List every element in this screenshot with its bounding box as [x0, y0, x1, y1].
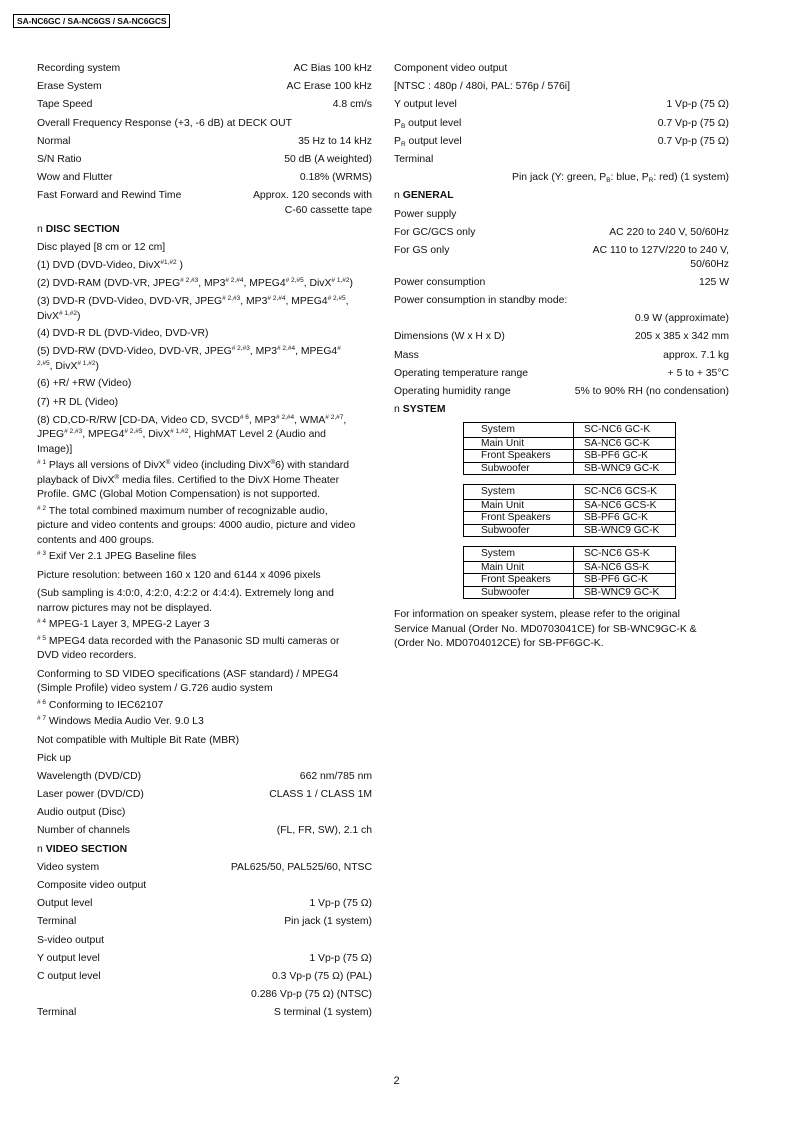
spec-label: Operating humidity range	[394, 386, 511, 397]
footnote-4: $^{\# 4}$ MPEG-1 Layer 3, MPEG-2 Layer 3	[37, 618, 210, 630]
table-cell-label: Front Speakers	[464, 512, 574, 525]
terminal-value: Pin jack (Y: green, $P_B$: blue, $P_R$: red) (1 system)	[512, 172, 729, 185]
section-heading-video: n VIDEO SECTION	[37, 843, 128, 855]
spec-value: 50 dB (A weighted)	[284, 153, 372, 165]
component-label: Component video output	[394, 63, 508, 74]
mbr-note: Not compatible with Multiple Bit Rate (MBR)	[37, 734, 240, 746]
left-column	[37, 62, 372, 1025]
table-row	[464, 437, 676, 450]
table-cell-model: SA-NC6 GCS-K	[574, 499, 676, 512]
spec-value: Pin jack (1 system)	[284, 916, 372, 928]
standby-value: 0.9 W (approximate)	[634, 313, 729, 325]
tape-specs-2	[37, 135, 372, 184]
spec-label: Terminal	[37, 916, 77, 928]
spec-row	[394, 385, 729, 398]
spec-value: 0.7 Vp-p (75 Ω)	[657, 135, 729, 147]
spec-value: 5% to 90% RH (no condensation)	[574, 386, 729, 397]
spec-row	[394, 349, 729, 362]
footnote-3-note: (Sub sampling is 4:0:0, 4:2:0, 4:2:2 or 4:4:4). Extremely long and narrow pictures may not be displayed.	[37, 588, 334, 614]
spec-value: 35 Hz to 14 kHz	[298, 135, 372, 147]
table-cell-model: SB-WNC9 GC-K	[574, 462, 676, 475]
spec-row	[37, 861, 372, 874]
spec-row	[37, 788, 372, 801]
spec-row	[37, 189, 372, 202]
spec-label: For GC/GCS only	[394, 226, 476, 238]
table-cell-label: Subwoofer	[464, 586, 574, 599]
table-row	[464, 561, 676, 574]
spec-label: $P_B$ output level	[394, 117, 462, 130]
footnote-1: $^{\# 1}$ Plays all versions of DivX® video (including DivX®6) with standard playback of DivX® media files. Certified to the DivX Home Theater Profile. GMC (Global Motion Compensation) is not supported.	[37, 459, 350, 501]
spec-value: AC 110 to 127V/220 to 240 V,	[592, 244, 729, 256]
terminal-label: Terminal	[394, 153, 434, 165]
disc-item: (7) +R DL (Video)	[37, 396, 119, 408]
table-cell-label: Main Unit	[464, 561, 574, 574]
section-heading-general: n GENERAL	[394, 190, 454, 202]
table-row	[464, 574, 676, 587]
table-cell-label: System	[464, 547, 574, 562]
table-cell-model: SB-PF6 GC-K	[574, 450, 676, 463]
spec-value: 205 x 385 x 342 mm	[634, 331, 729, 343]
spec-row	[394, 135, 729, 148]
table-cell-model: SB-PF6 GC-K	[574, 512, 676, 525]
spec-value: S terminal (1 system)	[273, 1007, 372, 1019]
spec-value-cont: 50/60Hz	[690, 258, 729, 270]
spec-row	[37, 897, 372, 910]
sd-video-note: Conforming to SD VIDEO specifications (ASF standard) / MPEG4 (Simple Profile) video system / G.726 audio system	[37, 668, 339, 694]
table-row	[464, 462, 676, 475]
footnote-7: $^{\# 7}$ Windows Media Audio Ver. 9.0 L3	[37, 715, 204, 727]
spec-row	[37, 98, 372, 111]
spec-label: Fast Forward and Rewind Time	[37, 190, 182, 202]
table-row	[464, 512, 676, 525]
spec-label: For GS only	[394, 244, 450, 256]
footnote-6: $^{\# 6}$ Conforming to IEC62107	[37, 698, 164, 711]
disc-item: (5) DVD-RW (DVD-Video, DVD-VR, $JPEG^{\# 2,\#3}$, $MP3^{\# 2,\#4}$, MPEG4# $^{2,\#5}$, DivX$^{\# 1,\#2}$)	[37, 345, 341, 372]
spec-label: Mass	[394, 349, 419, 361]
spec-row	[37, 153, 372, 166]
spec-label: Erase System	[37, 81, 102, 93]
table-cell-label: Main Unit	[464, 437, 574, 450]
table-cell-label: Main Unit	[464, 499, 574, 512]
spec-value: 662 nm/785 nm	[299, 770, 372, 782]
system-table	[463, 422, 676, 475]
standby-label: Power consumption in standby mode:	[394, 295, 568, 307]
spec-row	[394, 367, 729, 380]
spec-value: + 5 to + 35°C	[667, 367, 729, 379]
spec-value-cont: 0.286 Vp-p (75 Ω) (NTSC)	[251, 989, 372, 1001]
pickup-label: Pick up	[37, 752, 72, 764]
footnote-3: $^{\# 3}$ Exif Ver 2.1 JPEG Baseline files	[37, 550, 197, 563]
spec-value: 125 W	[698, 276, 729, 288]
disc-item: (1) DVD (DVD-Video, DivX$^{\#1,\#2}$ )	[37, 258, 184, 271]
table-row	[464, 586, 676, 599]
spec-value: 1 Vp-p (75 Ω)	[309, 952, 372, 964]
spec-row	[37, 80, 372, 93]
spec-row	[37, 135, 372, 148]
tape-specs	[37, 62, 372, 111]
table-cell-label: Front Speakers	[464, 574, 574, 587]
table-cell-label: System	[464, 485, 574, 500]
spec-value: PAL625/50, PAL525/60, NTSC	[230, 861, 372, 873]
spec-label: Recording system	[37, 63, 121, 74]
spec-value: CLASS 1 / CLASS 1M	[269, 789, 372, 801]
table-cell-model: SC-NC6 GC-K	[574, 423, 676, 438]
table-cell-model: SA-NC6 GS-K	[574, 561, 676, 574]
spec-row	[394, 244, 729, 257]
composite-specs	[37, 897, 372, 928]
spec-label: Laser power (DVD/CD)	[37, 789, 144, 801]
table-cell-label: Front Speakers	[464, 450, 574, 463]
freq-response-label: Overall Frequency Response (+3, -6 dB) at DECK OUT	[37, 117, 292, 129]
svideo-label: S-video output	[37, 934, 105, 946]
system-table	[463, 546, 676, 599]
table-cell-label: Subwoofer	[464, 462, 574, 475]
spec-row	[37, 1006, 372, 1019]
spec-row	[37, 770, 372, 783]
table-cell-model: SA-NC6 GC-K	[574, 437, 676, 450]
table-row	[464, 485, 676, 500]
system-tables	[394, 422, 729, 599]
spec-label: Normal	[37, 135, 71, 147]
section-heading-system: n SYSTEM	[394, 404, 446, 416]
disc-played: Disc played [8 cm or 12 cm]	[37, 241, 166, 253]
spec-row	[394, 276, 729, 289]
component-format: [NTSC : 480p / 480i, PAL: 576p / 576i]	[394, 81, 570, 93]
table-row	[464, 423, 676, 438]
footnote-3-resolution: Picture resolution: between 160 x 120 and 6144 x 4096 pixels	[37, 569, 321, 581]
spec-label: Video system	[37, 861, 100, 873]
right-column	[394, 62, 729, 652]
table-cell-model: SB-WNC9 GC-K	[574, 524, 676, 537]
spec-value: AC Erase 100 kHz	[286, 81, 372, 93]
spec-row	[394, 98, 729, 111]
spec-value: AC Bias 100 kHz	[293, 63, 372, 74]
disc-item: (4) DVD-R DL (DVD-Video, DVD-VR)	[37, 328, 209, 340]
spec-label: Wavelength (DVD/CD)	[37, 770, 142, 782]
spec-row	[394, 226, 729, 239]
section-heading-disc: n DISC SECTION	[37, 223, 120, 235]
spec-label: C output level	[37, 970, 101, 982]
spec-value: Approx. 120 seconds with	[253, 190, 372, 202]
document-header: SA-NC6GC / SA-NC6GS / SA-NC6GCS	[13, 14, 170, 28]
power-supply-label: Power supply	[394, 208, 457, 220]
table-row	[464, 524, 676, 537]
spec-label: Terminal	[37, 1007, 77, 1019]
disc-item: (8) CD,CD-R/RW [CD-DA, Video CD, SVCD$^{\# 6}$, $MP3^{\# 2,\#4}$, $WMA^{\# 2,\#7}$, $JPEG^{\# 2,\#3}$, $MPEG4^{\# 2,\#5}$, DivX$^{\# 1,\#2}$, HighMAT Level 2 (Audio and Image)]	[37, 413, 347, 455]
system-table	[463, 484, 676, 537]
table-row	[464, 450, 676, 463]
spec-row	[37, 62, 372, 75]
spec-label: Y output level	[37, 952, 100, 964]
spec-row	[37, 952, 372, 965]
table-row	[464, 499, 676, 512]
spec-value: (FL, FR, SW), 2.1 ch	[276, 825, 372, 837]
spec-row	[37, 915, 372, 928]
spec-row	[394, 330, 729, 343]
spec-value: 1 Vp-p (75 Ω)	[666, 99, 729, 111]
spec-value: 0.18% (WRMS)	[299, 172, 372, 184]
spec-label: Output level	[37, 898, 93, 910]
spec-row	[37, 970, 372, 983]
spec-value: AC 220 to 240 V, 50/60Hz	[609, 226, 729, 238]
disc-item: (3) DVD-R (DVD-Video, DVD-VR, $JPEG^{\# 2,\#3}$, $MP3^{\# 2,\#4}$, $MPEG4^{\# 2,\#5}$, DivX$^{\# 1,\#2}$)	[37, 295, 349, 322]
pickup-specs	[37, 770, 372, 801]
page-number: 2	[393, 1075, 400, 1087]
table-cell-model: SB-WNC9 GC-K	[574, 586, 676, 599]
table-cell-model: SC-NC6 GCS-K	[574, 485, 676, 500]
spec-row	[37, 824, 372, 837]
table-row	[464, 547, 676, 562]
spec-value: approx. 7.1 kg	[663, 349, 729, 361]
spec-row	[37, 171, 372, 184]
spec-row	[394, 117, 729, 130]
table-cell-label: System	[464, 423, 574, 438]
spec-label: Wow and Flutter	[37, 172, 113, 184]
spec-label: Operating temperature range	[394, 367, 529, 379]
spec-label: Number of channels	[37, 825, 130, 837]
spec-label: Y output level	[394, 99, 457, 111]
disc-item: (6) +R/ +RW (Video)	[37, 378, 132, 390]
spec-value: 4.8 cm/s	[332, 99, 372, 111]
speaker-info-note: For information on speaker system, please refer to the original Service Manual (Order No. MD0703041CE) for SB-WNC9GC-K & (Order No. MD0704012CE) for SB-PF6GC-K.	[394, 609, 697, 650]
composite-label: Composite video output	[37, 880, 147, 891]
spec-value: 1 Vp-p (75 Ω)	[309, 898, 372, 910]
spec-label: $P_R$ output level	[394, 135, 462, 148]
spec-label: Power consumption	[394, 276, 486, 288]
table-cell-model: SC-NC6 GS-K	[574, 547, 676, 562]
footnote-2: $^{\# 2}$ The total combined maximum number of recognizable audio, picture and video contents and groups: 4000 audio, picture and video contents and 400 groups.	[37, 504, 356, 546]
spec-label: Dimensions (W x H x D)	[394, 331, 505, 343]
footnote-5: $^{\# 5}$ MPEG4 data recorded with the Panasonic SD multi cameras or DVD video recorders.	[37, 634, 340, 661]
spec-label: S/N Ratio	[37, 153, 82, 165]
spec-value: 0.3 Vp-p (75 Ω) (PAL)	[272, 970, 372, 982]
spec-value: 0.7 Vp-p (75 Ω)	[657, 117, 729, 129]
table-cell-model: SB-PF6 GC-K	[574, 574, 676, 587]
spec-value-cont: C-60 cassette tape	[284, 205, 372, 217]
spec-label: Tape Speed	[37, 99, 93, 111]
audio-output-label: Audio output (Disc)	[37, 807, 126, 819]
table-cell-label: Subwoofer	[464, 524, 574, 537]
disc-item: (2) DVD-RAM (DVD-VR, $JPEG^{\# 2,\#3}$, $MP3^{\# 2,\#4}$, $MPEG4^{\# 2,\#5}$, DivX$^{\# 1,\#2}$)	[37, 277, 353, 290]
